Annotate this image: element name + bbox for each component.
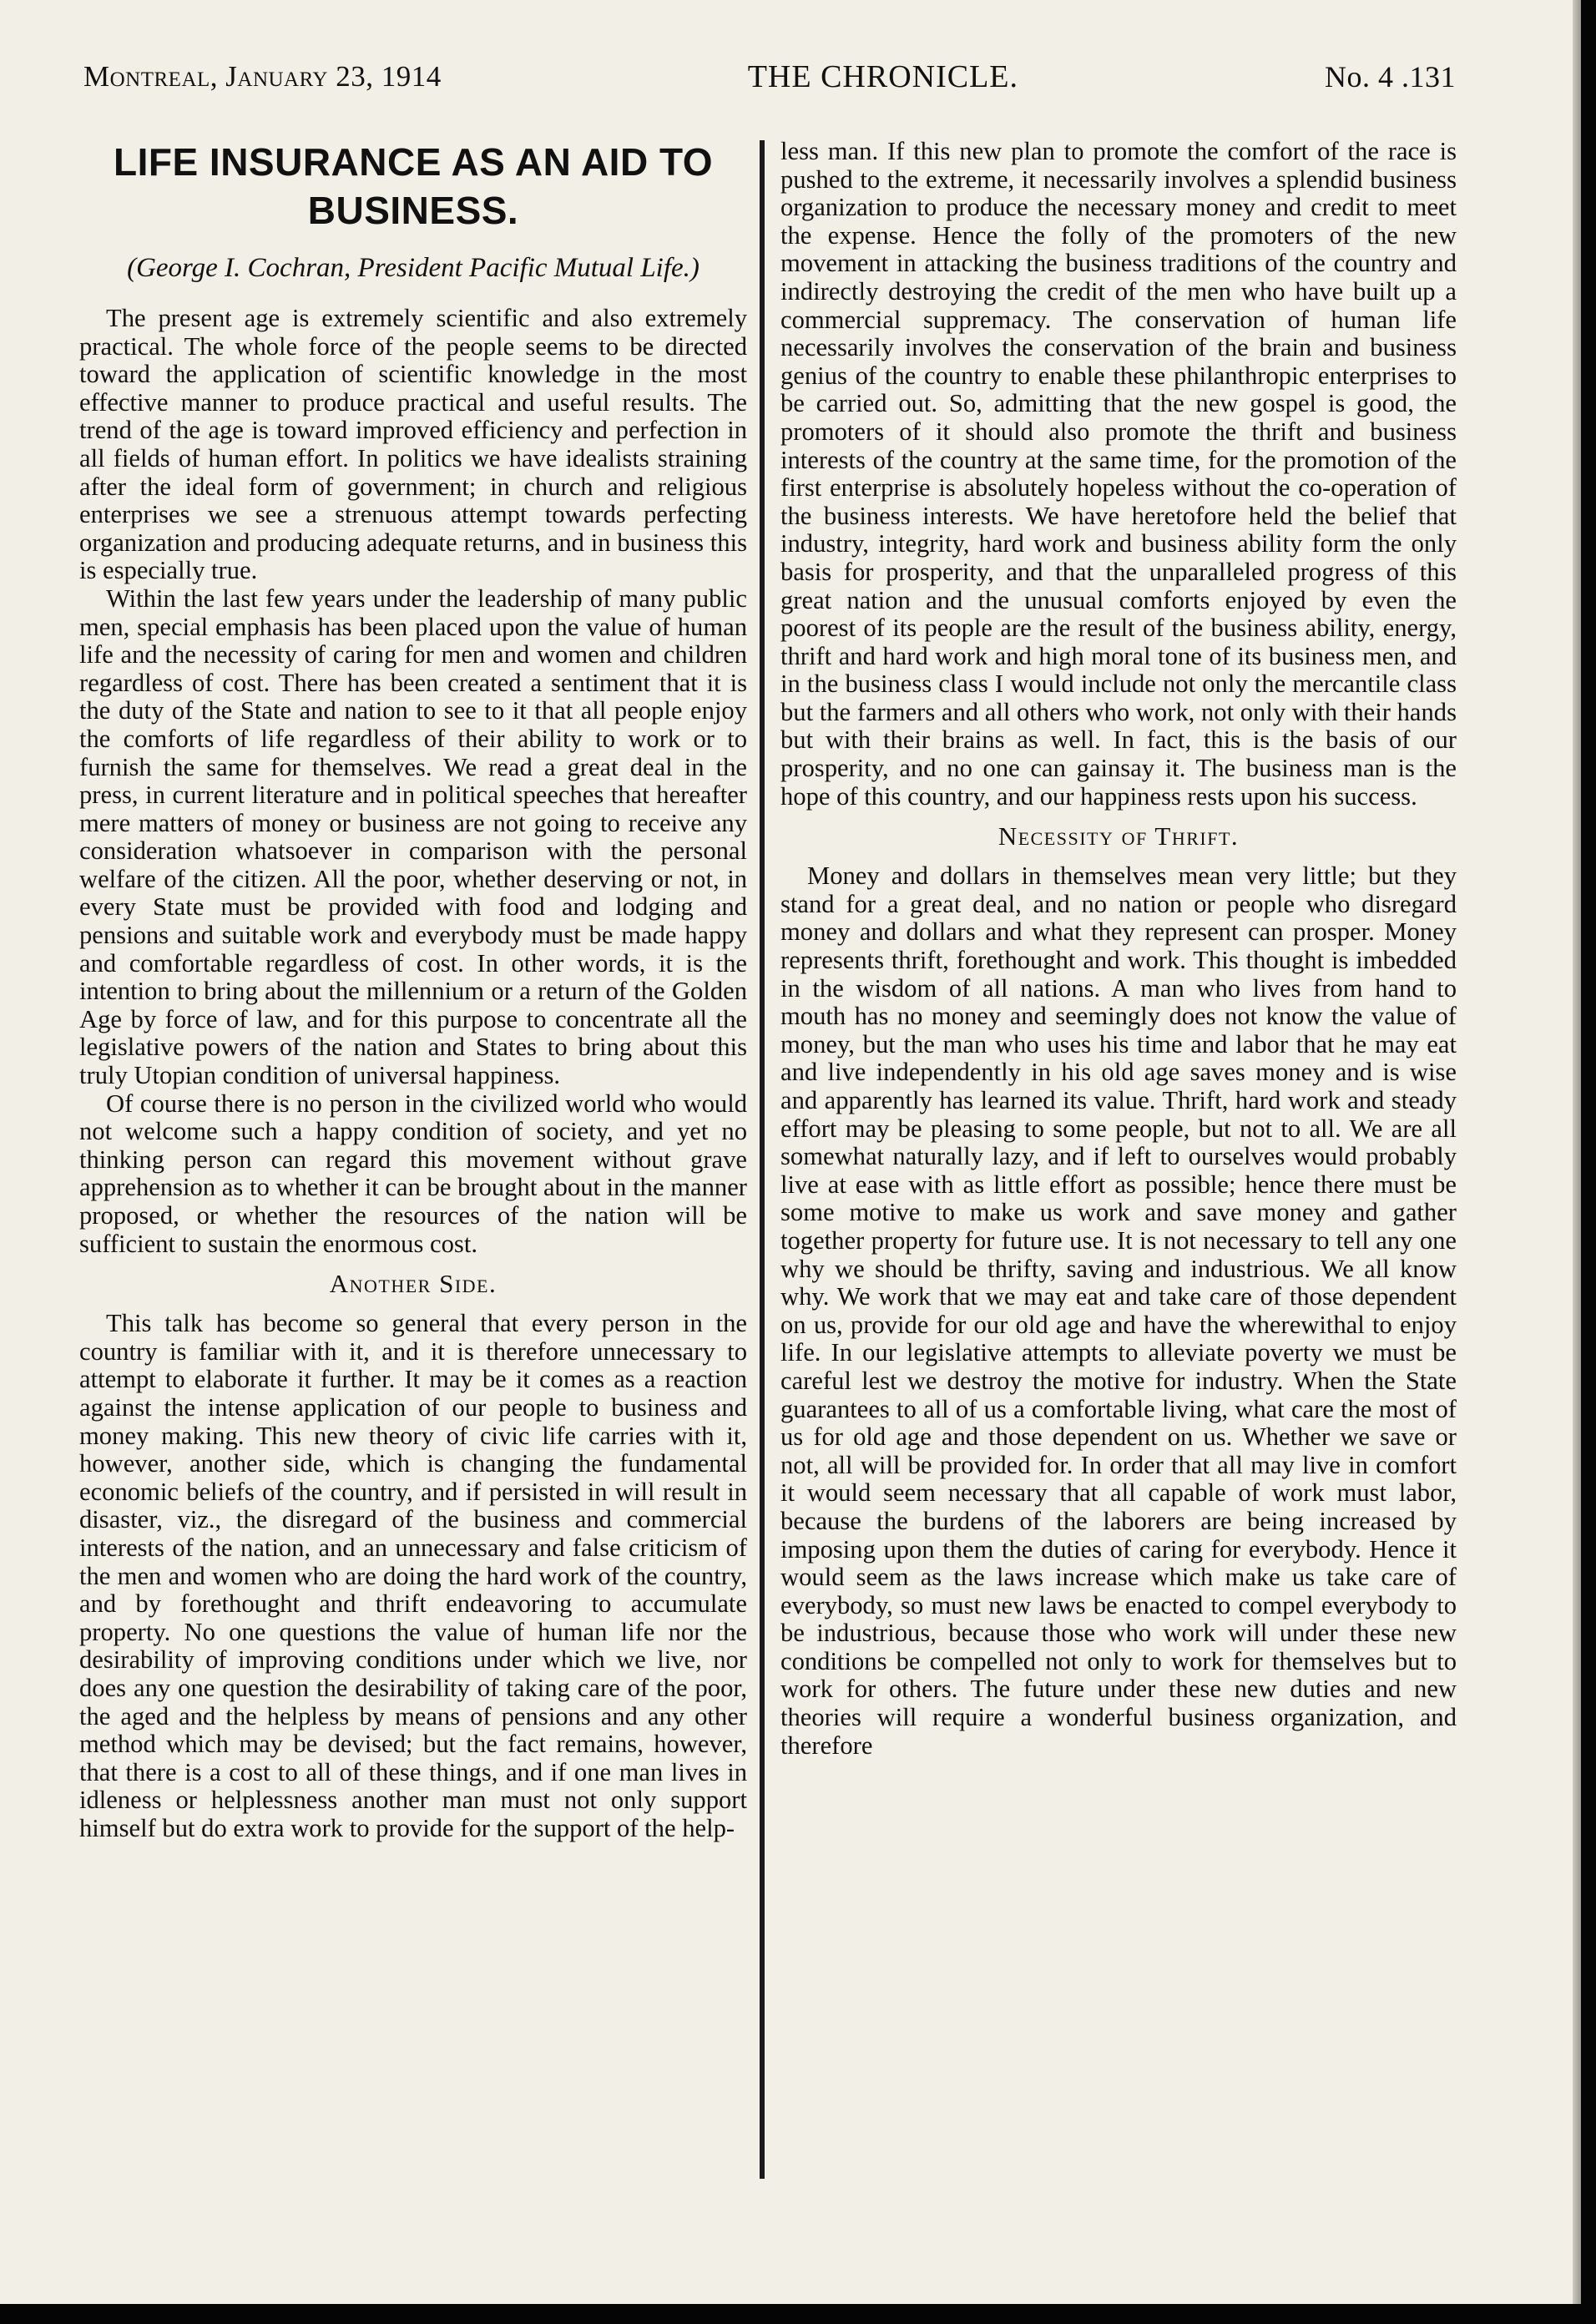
paragraph: This talk has become so general that every person in the country is familiar with it, and it is therefore unnecessary to attempt to elaborate it further. It may be it comes as a reaction against the intense application of our people to business and money making. This new theory of civic life carries with it, however, another side, which is changing the fundamental economic beliefs of the country, and if persisted in will result in disaster, viz., the disregard of the business and commercial interests of the nation, and an unnecessary and false criticism of the men and women who are doing the hard work of the country, and by forethought and thrift endeavoring to accumulate property. No one questions the value of human life nor the desirability of improving conditions under which we live, nor does any one question the desirability of taking care of the poor, the aged and the helpless by means of pensions and any other method which may be devised; but the fact remains, however, that there is a cost to all of these things, and if one man lives in idleness or helplessness another man must not only support himself but do extra work to provide for the support of the help- xyxy=(79,1309,747,1842)
paragraph: Of course there is no person in the civilized world who would not welcome such a happy condition of society, and yet no thinking person can regard this movement without grave apprehension as to whether it can be brought about in the manner proposed, or whether the resources of the nation will be sufficient to sustain the enormous cost. xyxy=(79,1089,747,1258)
publication-title: THE CHRONICLE. xyxy=(747,59,1019,94)
right-column xyxy=(780,138,1457,1760)
running-head xyxy=(83,52,1456,102)
paragraph: Money and dollars in themselves mean very little; but they stand for a great deal, and no nation or people who disregard money and dollars and what they represent can prosper. Money represents thrift, forethought and work. This thought is imbedded in the wisdom of all nations. A man who lives from hand to mouth has no money and seemingly does not know the value of money, but the man who uses his time and labor that he may eat and live independently in his old age saves money and is wise and apparently has learned its value. Thrift, hard work and steady effort may be pleasing to some people, but not to all. We are all somewhat naturally lazy, and if left to ourselves would probably live at ease with as little effort as possible; hence there must be some motive to make us work and save money and gather together property for future use. It is not necessary to tell any one why we should be thrifty, saving and industrious. We all know why. We work that we may eat and take care of those dependent on us, provide for our old age and have the wherewithal to enjoy life. In our legislative attempts to alleviate poverty we must be careful lest we destroy the motive for industry. When the State guarantees to all of us a comfortable living, what care the most of us for old age and those dependent on us. Whether we save or not, all will be provided for. In order that all may live in comfort it would seem necessary that all capable of work must labor, because the burdens of the laborers are being increased by imposing upon them the duties of caring for everybody. Hence it would seem as the laws increase which make us take care of everybody, so must new laws be enacted to compel everybody to be industrious, because those who work will under these new conditions be compelled not only to work for themselves but to work for others. The future under these new duties and new theories will require a wonderful business organization, and therefore xyxy=(780,861,1457,1760)
issue-date: Montreal, January 23, 1914 xyxy=(83,60,442,93)
article-headline: LIFE INSURANCE AS AN AID TO BUSINESS. xyxy=(113,140,713,232)
page-number: No. 4 .131 xyxy=(1325,60,1456,93)
left-column xyxy=(79,138,747,1842)
section-heading: Necessity of Thrift. xyxy=(998,821,1240,851)
column-rule xyxy=(760,140,765,2179)
article-byline: (George I. Cochran, President Pacific Mutual Life.) xyxy=(127,253,700,283)
paragraph: Within the last few years under the leadership of many public men, special emphasis has been placed upon the value of human life and the necessity of caring for men and women and children regardless of cost. There has been created a sentiment that it is the duty of the State and nation to see to it that all people enjoy the comforts of life regardless of their ability to work or to furnish the same for themselves. We read a great deal in the press, in current literature and in political speeches that hereafter mere matters of money or business are not going to receive any consideration whatsoever in comparison with the personal welfare of the citizen. All the poor, whether deserving or not, in every State must be provided with food and lodging and pensions and suitable work and everybody must be made happy and comfortable regardless of cost. In other words, it is the intention to bring about the millennium or a return of the Golden Age by force of law, and for this purpose to concentrate all the legislative powers of the nation and States to bring about this truly Utopian condition of universal happiness. xyxy=(79,584,747,1090)
paragraph: The present age is extremely scientific and also extremely practical. The whole force of the people seems to be directed toward the application of scientific knowledge in the most effective manner to produce practical and useful results. The trend of the age is toward improved efficiency and perfection in all fields of human effort. In politics we have idealists straining after the ideal form of government; in church and religious enterprises we see a strenuous attempt towards perfecting organization and producing adequate returns, and in business this is especially true. xyxy=(79,304,747,585)
section-heading: Another Side. xyxy=(329,1269,497,1299)
paragraph-continued: less man. If this new plan to promote the comfort of the race is pushed to the extreme, it necessarily involves a splendid business organization to produce the necessary money and credit to meet the expense. Hence the folly of the promoters of the new movement in attacking the business traditions of the country and indirectly destroying the credit of the men who have built up a commercial suppremacy. The conservation of human life necessarily involves the conservation of the brain and business genius of the country to enable these philanthropic enterprises to be carried out. So, admitting that the new gospel is good, the promoters of it should also promote the thrift and business interests of the country at the same time, for the promotion of the first enterprise is absolutely hopeless without the co-operation of the business interests. We have heretofore held the belief that industry, integrity, hard work and business ability form the only basis for prosperity, and that the unparalleled progress of this great nation and the unusual comforts enjoyed by even the poorest of its people are the result of the business ability, energy, thrift and hard work and high moral tone of its business men, and in the business class I would include not only the mercantile class but the farmers and all others who work, not only with their hands but with their brains as well. In fact, this is the basis of our prosperity, and no one can gainsay it. The business man is the hope of this country, and our happiness rests upon his success. xyxy=(780,137,1457,811)
